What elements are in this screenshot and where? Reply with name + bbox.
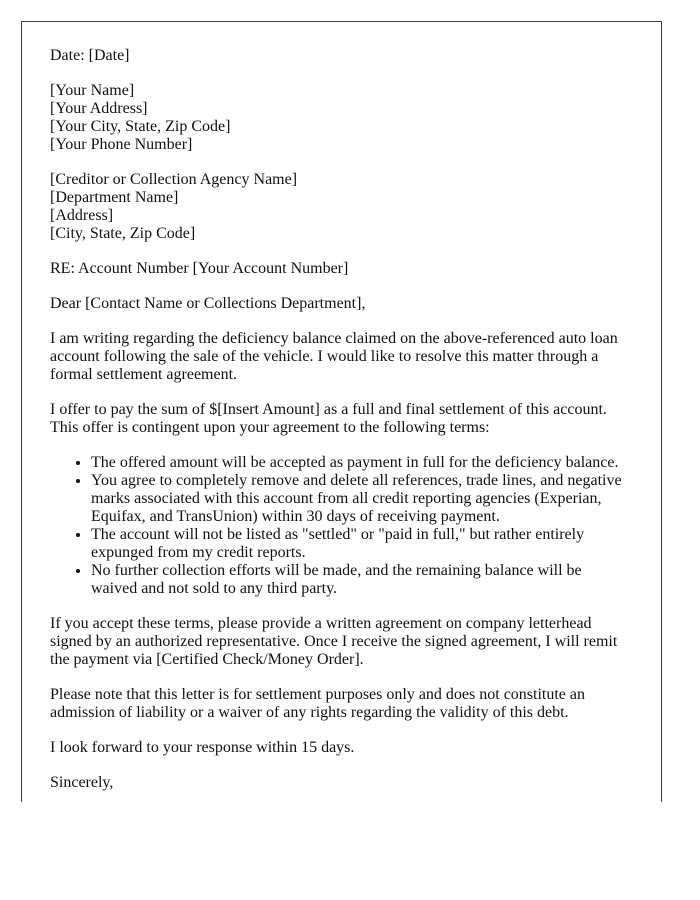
term-item-no-further-collection: • No further collection efforts will be made, and the remaining balance will be waived and not sold to any third party.	[91, 562, 631, 598]
sender-address-block	[50, 82, 631, 154]
recipient-department: [Department Name]	[50, 189, 179, 206]
recipient-address: [Address]	[50, 207, 114, 224]
paragraph-offer: I offer to pay the sum of $[Insert Amount] as a full and final settlement of this account. This offer is contingent upon your agreement to the following terms:	[50, 401, 607, 436]
signoff: Sincerely,	[50, 774, 114, 791]
letter-page	[21, 21, 662, 802]
paragraph-intro: I am writing regarding the deficiency balance claimed on the above-referenced auto loan account following the sale of the vehicle. I would like to resolve this matter through a formal settlement agreement.	[50, 330, 618, 383]
recipient-address-block	[50, 171, 631, 243]
date-line: Date: [Date]	[50, 47, 130, 64]
paragraph-acceptance: If you accept these terms, please provide a written agreement on company letterhead signed by an authorized representative. Once I receive the signed agreement, I will remit the payment via [Certified Check/Money Order].	[50, 615, 618, 668]
recipient-city-state-zip: [City, State, Zip Code]	[50, 225, 196, 242]
term-item-payment-in-full: • The offered amount will be accepted as payment in full for the deficiency balance.	[91, 454, 631, 472]
paragraph-response: I look forward to your response within 15 days.	[50, 739, 355, 756]
sender-phone: [Your Phone Number]	[50, 136, 193, 153]
term-item-credit-deletion: • You agree to completely remove and delete all references, trade lines, and negative marks associated with this account from all credit reporting agencies (Experian, Equifax, and TransUnion) within 30 days of receiving payment.	[91, 472, 631, 526]
sender-city-state-zip: [Your City, State, Zip Code]	[50, 118, 231, 135]
paragraph-disclaimer: Please note that this letter is for settlement purposes only and does not constitute an admission of liability or a waiver of any rights regarding the validity of this debt.	[50, 686, 585, 721]
sender-address: [Your Address]	[50, 100, 148, 117]
recipient-name: [Creditor or Collection Agency Name]	[50, 171, 298, 188]
sender-name: [Your Name]	[50, 82, 135, 99]
re-line: RE: Account Number [Your Account Number]	[50, 260, 349, 277]
term-item-not-settled-status: • The account will not be listed as "settled" or "paid in full," but rather entirely expunged from my credit reports.	[91, 526, 631, 562]
salutation: Dear [Contact Name or Collections Department],	[50, 295, 366, 312]
settlement-terms-list	[50, 454, 631, 598]
